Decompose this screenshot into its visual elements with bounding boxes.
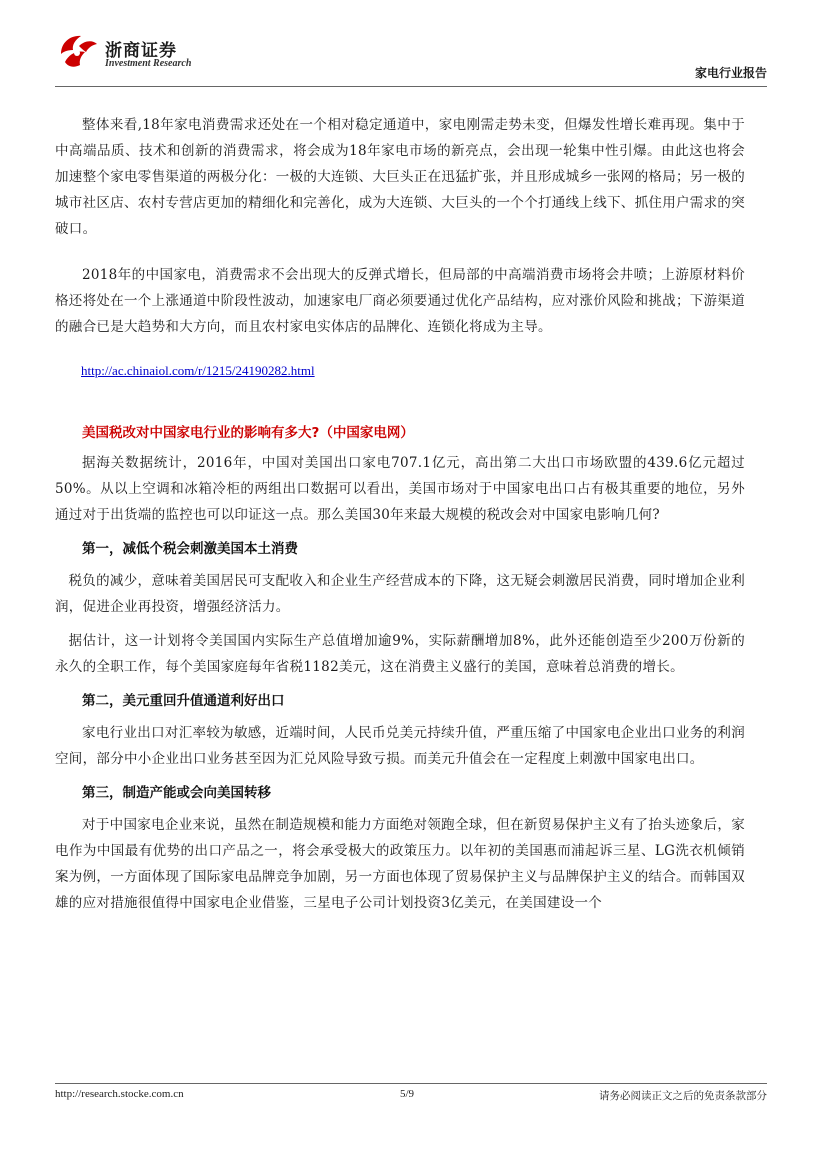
- paragraph-2018-outlook: 2018年的中国家电，消费需求不会出现大的反弹式增长，但局部的中高端消费市场将会井喷；上游原材料价格还将处在一个上涨通道中阶段性波动，加速家电厂商必须要通过优化产品结构，应对涨价风险和挑战；下游渠道的融合已是大趋势和大方向，而且农村家电实体店的品牌化、连锁化将成为主导。: [55, 267, 745, 335]
- footer-website[interactable]: http://research.stocke.com.cn: [55, 1088, 184, 1100]
- paragraph-estimate: 据估计，这一计划将令美国国内实际生产总值增加逾9%，实际薪酬增加8%，此外还能创造至少200万份新的永久的全职工作，每个美国家庭每年省税1182美元，这在消费主义盛行的美国，意味着总消费的增长。: [55, 633, 745, 675]
- subheading-first: 第一，减低个税会刺激美国本土消费: [82, 541, 298, 557]
- subheading-third: 第三，制造产能或会向美国转移: [82, 785, 271, 801]
- header-divider: [55, 86, 767, 87]
- report-body: [55, 112, 745, 924]
- paragraph-summary: 整体来看,18年家电消费需求还处在一个相对稳定通道中，家电刚需走势未变，但爆发性增长难再现。集中于中高端品质、技术和创新的消费需求，将会成为18年家电市场的新亮点，会出现一轮集中性引爆。由此这也将会加速整个家电零售渠道的两极分化：一极的大连锁、大巨头正在迅猛扩张，并且形成城乡一张网的格局；另一极的城市社区店、农村专营店更加的精细化和完善化，成为大连锁、大巨头的一个个打通线上线下、抓住用户需求的突破口。: [55, 117, 745, 237]
- section-title-us-tax-reform: 美国税改对中国家电行业的影响有多大?（中国家电网）: [82, 425, 414, 441]
- footer-disclaimer: 请务必阅读正文之后的免责条款部分: [599, 1090, 767, 1102]
- page-number: 5/9: [400, 1088, 415, 1100]
- logo-english-name: Investment Research: [105, 58, 192, 69]
- paragraph-capacity-shift: 对于中国家电企业来说，虽然在制造规模和能力方面绝对领跑全球，但在新贸易保护主义有了抬头迹象后，家电作为中国最有优势的出口产品之一，将会承受极大的政策压力。以年初的美国惠而浦起诉三星、LG洗衣机倾销案为例，一方面体现了国际家电品牌竞争加剧，另一方面也体现了贸易保护主义与品牌保护主义的结合。而韩国双雄的应对措施很值得中国家电企业借鉴，三星电子公司计划投资3亿美元，在美国建设一个: [55, 817, 745, 911]
- report-type-label: 家电行业报告: [694, 66, 767, 80]
- logo-chinese-name: 浙商证券: [105, 41, 177, 61]
- subheading-second: 第二，美元重回升值通道利好出口: [82, 693, 285, 709]
- paragraph-tax-cut: 税负的减少，意味着美国居民可支配收入和企业生产经营成本的下降，这无疑会刺激居民消费，同时增加企业利润，促进企业再投资，增强经济活力。: [55, 573, 745, 615]
- paragraph-exchange-rate: 家电行业出口对汇率较为敏感，近端时间，人民币兑美元持续升值，严重压缩了中国家电企业出口业务的利润空间，部分中小企业出口业务甚至因为汇兑风险导致亏损。而美元升值会在一定程度上刺激中国家电出口。: [55, 725, 745, 767]
- footer-divider: [55, 1083, 767, 1084]
- source-link[interactable]: http://ac.chinaiol.com/r/1215/24190282.html: [81, 363, 315, 378]
- paragraph-export-data: 据海关数据统计，2016年，中国对美国出口家电707.1亿元，高出第二大出口市场欧盟的439.6亿元超过50%。从以上空调和冰箱冷柜的两组出口数据可以看出，美国市场对于中国家电出口占有极其重要的地位，另外通过对于出货端的监控也可以印证这一点。那么美国30年来最大规模的税改会对中国家电影响几何?: [55, 455, 745, 523]
- page-header: [55, 30, 767, 86]
- company-logo-icon: [55, 32, 99, 72]
